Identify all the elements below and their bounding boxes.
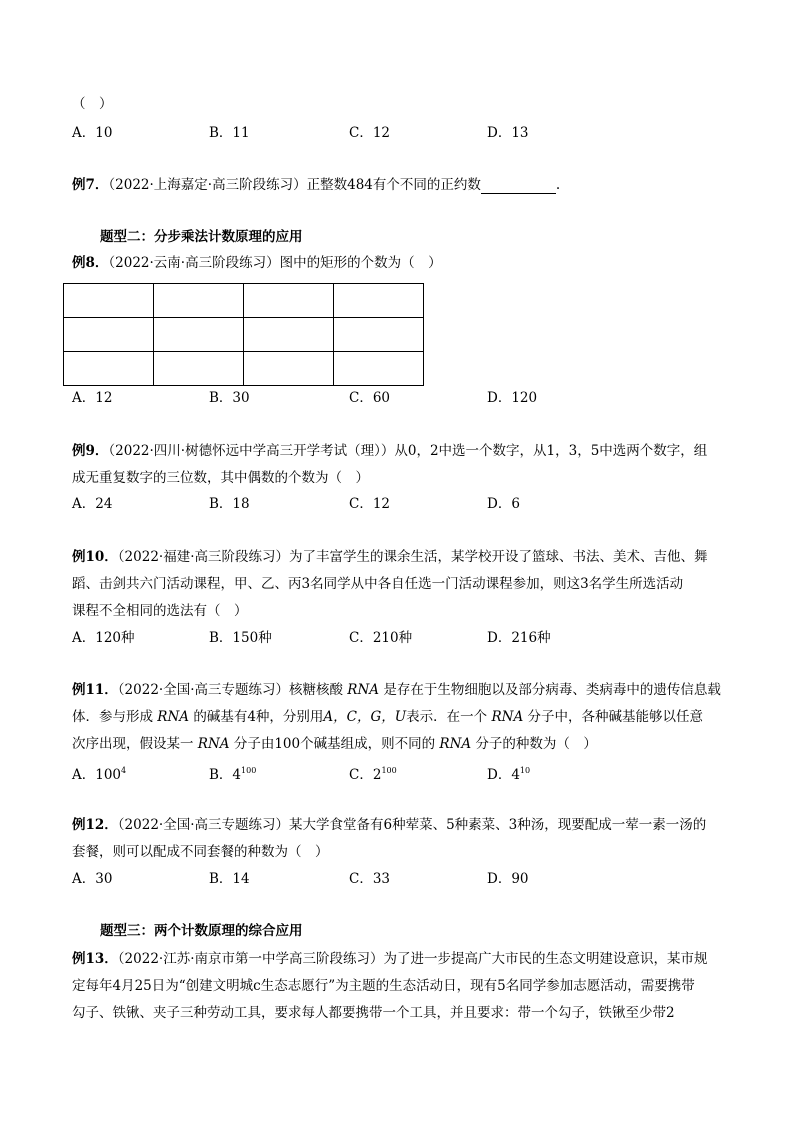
q13-label: 例13． [72,951,118,967]
option-b [209,762,256,784]
option-b: B．18 [209,496,250,512]
section-heading-2: 题型二：分步乘法计数原理的应用 [100,229,303,245]
option-d: D．6 [487,496,520,512]
q11-text: 是存在于生物细胞以及部分病毒、类病毒中的遗传信息载 [383,682,721,698]
q12-line1: 某大学食堂备有6种荤菜、5种素菜、3种汤，现要配成一荤一素一汤的 [289,817,707,833]
rna-term: RNA [491,709,524,725]
option-a [72,762,126,784]
q11-text: 分子中，各种碱基能够以任意 [527,709,703,725]
option-b: B．150种 [209,630,272,646]
option-d: D．90 [487,871,529,887]
option-c: C．210种 [349,630,413,646]
q10-line1: 为了丰富学生的课余生活，某学校开设了篮球、书法、美术、吉他、舞 [289,549,708,565]
option-c: C．33 [349,871,391,887]
option-c: C．12 [349,496,391,512]
option-c: C．60 [349,390,391,406]
q13-line3: 勾子、铁锹、夹子三种劳动工具，要求每人都要携带一个工具，并且要求：带一个勾子，铁锹至少带2 [72,1005,675,1021]
option-prefix: B． [209,767,233,783]
option-c [349,762,397,784]
rna-term: RNA [439,736,472,752]
q7-end: . [555,177,561,193]
option-exponent: 100 [381,766,397,775]
option-a: A．120种 [72,630,135,646]
q9-line2: 成无重复数字的三位数，其中偶数的个数为（ ） [72,470,369,486]
bases-list: A，C，G，U [323,709,407,725]
q8-label: 例8． [72,255,109,271]
option-d: D．13 [487,125,529,141]
q13-line2: 定每年4月25日为“创建文明城c生态志愿行”为主题的生态活动日，现有5名同学参加志愿活动，需要携带 [72,978,695,994]
question-11 [72,681,721,699]
q9-line1: 从0，2中选一个数字，从1，3，5中选两个数字，组 [394,443,708,459]
option-b: B．30 [209,390,250,406]
q11-text: 的碱基有4种，分别用 [193,709,324,725]
rna-term: RNA [197,736,230,752]
option-prefix: C． [349,767,373,783]
q10-line2: 蹈、击剑共六门活动课程，甲、乙、丙3名同学从中各自任选一门活动课程参加，则这3名学生所选活动 [72,576,684,592]
option-c: C．12 [349,125,391,141]
rectangle-grid-figure [63,283,424,386]
option-d: D．216种 [487,630,551,646]
section-heading-3: 题型三：两个计数原理的综合应用 [100,923,303,939]
q11-text: 分子由100个碱基组成，则不同的 [233,736,436,752]
option-d: D．120 [487,390,538,406]
option-b: B．11 [209,125,250,141]
option-base: 4 [511,767,520,783]
q11-source: （2022·全国·高三专题练习） [117,682,289,698]
q11-label: 例11． [72,682,118,698]
question-13 [72,950,708,968]
option-exponent: 4 [121,766,127,775]
q13-line1: 为了进一步提高广大市民的生态文明建设意识，某市规 [383,951,708,967]
q12-line2: 套餐，则可以配成不同套餐的种数为（ ） [72,844,329,860]
option-base: 100 [95,767,122,783]
option-exponent: 10 [519,766,531,775]
question-12 [72,816,706,834]
option-a: A．12 [72,390,113,406]
q10-source: （2022·福建·高三阶段练习） [117,549,289,565]
q9-label: 例9． [72,443,109,459]
question-9 [72,442,707,460]
q11-text: 分子的种数为（ ） [475,736,597,752]
q9-source: （2022·四川·树德怀远中学高三开学考试（理）） [108,443,395,459]
q10-label: 例10． [72,549,118,565]
q12-source: （2022·全国·高三专题练习） [117,817,289,833]
option-d [487,762,530,784]
option-b: B．14 [209,871,250,887]
question-7 [72,176,560,194]
q11-text: 次序出现，假设某一 [72,736,194,752]
question-8 [72,254,442,272]
q11-text: 表示．在一个 [406,709,488,725]
q7-label: 例7． [72,177,109,193]
answer-blank [481,179,556,194]
q11-text: 核糖核酸 [289,682,343,698]
q13-source: （2022·江苏·南京市第一中学高三阶段练习） [117,951,384,967]
option-a: A．30 [72,871,113,887]
rna-term: RNA [157,709,190,725]
q10-line3: 课程不全相同的选法有（ ） [72,603,248,619]
q11-line2 [72,708,703,726]
q8-text: 图中的矩形的个数为（ ） [279,255,442,271]
option-base: 4 [232,767,242,783]
q11-line3 [72,735,597,753]
option-prefix: A． [72,767,96,783]
q7-source: （2022·上海嘉定·高三阶段练习） [108,177,307,193]
rna-term: RNA [347,682,380,698]
option-exponent: 100 [241,766,257,775]
option-base: 2 [372,767,382,783]
option-prefix: D． [487,767,512,783]
q11-text: 体．参与形成 [72,709,153,725]
option-a: A．10 [72,125,113,141]
q6-stem-tail: （ ） [72,96,113,112]
question-10 [72,548,708,566]
q7-text: 正整数484有个不同的正约数 [306,177,481,193]
option-a: A．24 [72,496,113,512]
q12-label: 例12． [72,817,118,833]
q8-source: （2022·云南·高三阶段练习） [108,255,280,271]
